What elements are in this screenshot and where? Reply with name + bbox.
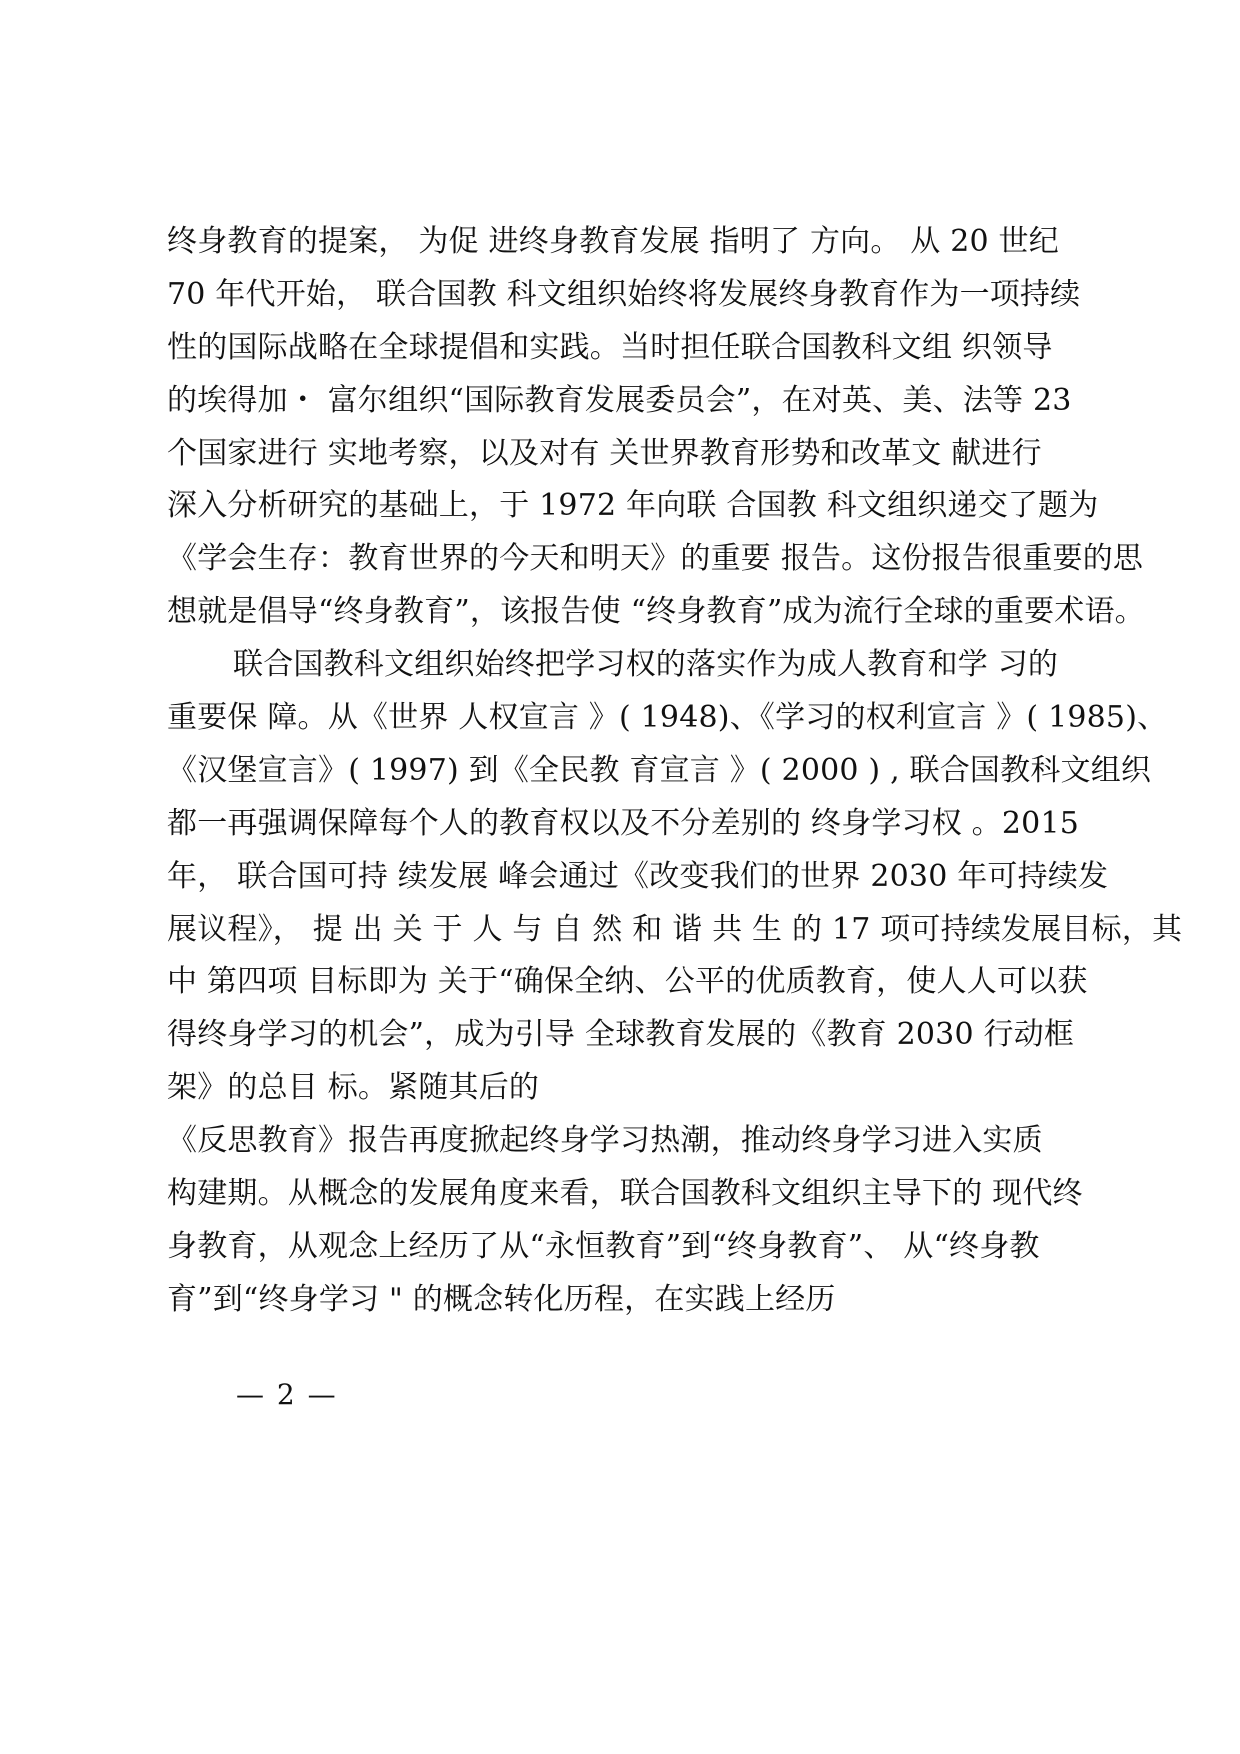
page-number: — 2 — [236, 1378, 338, 1411]
text-line: 育”到“终身学习 " 的概念转化历程，在实践上经历 [167, 1281, 836, 1317]
text-line: 《学会生存：教育世界的今天和明天》的重要 报告。这份报告很重要的思 [167, 541, 1144, 577]
text-line: 《反思教育》报告再度掀起终身学习热潮，推动终身学习进入实质 [167, 1123, 1043, 1159]
text-line: 深入分析研究的基础上，于 1972 年向联 合国教 科文组织递交了题为 [167, 488, 1099, 524]
text-line: 中 第四项 目标即为 关于“确保全纳、公平的优质教育，使人人可以获 [167, 964, 1088, 1000]
text-line: 构建期。从概念的发展角度来看，联合国教科文组织主导下的 现代终 [167, 1176, 1083, 1212]
text-line: 身教育，从观念上经历了从“永恒教育”到“终身教育”、 从“终身教 [167, 1228, 1040, 1264]
text-line: 个国家进行 实地考察，以及对有 关世界教育形势和改革文 献进行 [167, 435, 1042, 471]
text-line: 都一再强调保障每个人的教育权以及不分差别的 终身学习权 。2015 [167, 805, 1080, 841]
text-line: 得终身学习的机会”，成为引导 全球教育发展的《教育 2030 行动框 [167, 1017, 1075, 1053]
text-line: 的埃得加・ 富尔组织“国际教育发展委员会”，在对英、美、法等 23 [167, 382, 1072, 418]
body-text [167, 216, 1183, 1327]
text-line: 终身教育的提案， 为促 进终身教育发展 指明了 方向。 从 20 世纪 [167, 224, 1059, 259]
text-line: 《汉堡宣言》( 1997) 到《全民教 育宣言 》( 2000 ) , 联合国教科文组织 [167, 752, 1152, 788]
text-line: 架》的总目 标。紧随其后的 [167, 1070, 540, 1106]
paragraph-start-line: 联合国教科文组织始终把学习权的落实作为成人教育和学 习的 [233, 647, 1059, 683]
text-line: 想就是倡导“终身教育”，该报告使 “终身教育”成为流行全球的重要术语。 [167, 594, 1145, 630]
text-line: 70 年代开始， 联合国教 科文组织始终将发展终身教育作为一项持续 [167, 276, 1081, 312]
text-line: 重要保 障。从《世界 人权宣言 》( 1948)、《学习的权利宣言 》( 1985)、 [167, 700, 1168, 736]
text-line: 性的国际战略在全球提倡和实践。当时担任联合国教科文组 织领导 [167, 329, 1053, 365]
text-line: 展议程》， 提 出 关 于 人 与 自 然 和 谐 共 生 的 17 项可持续发展目标，其 [167, 911, 1183, 947]
text-line: 年， 联合国可持 续发展 峰会通过《改变我们的世界 2030 年可持续发 [167, 858, 1109, 894]
